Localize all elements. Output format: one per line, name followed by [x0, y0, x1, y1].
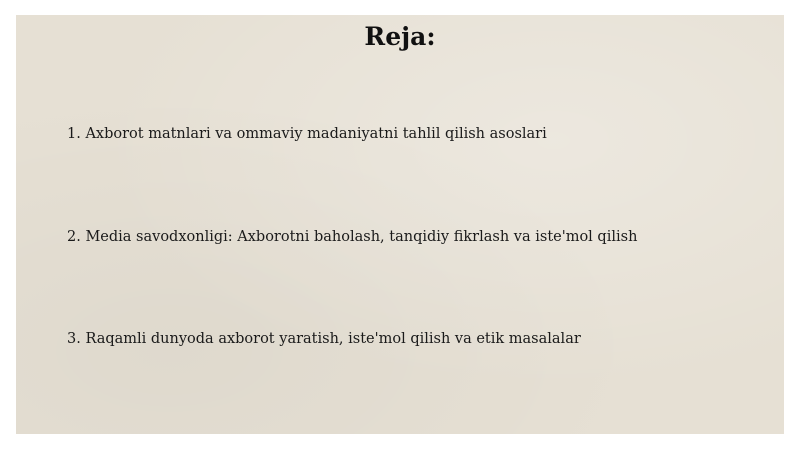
plan-item-2: 2. Media savodxonligi: Axborotni baholash, tanqidiy fikrlash va iste'mol qilish: [67, 229, 638, 245]
slide-title: Reja:: [364, 22, 436, 51]
plan-item-3: 3. Raqamli dunyoda axborot yaratish, iste'mol qilish va etik masalalar: [67, 331, 581, 347]
plan-item-1: 1. Axborot matnlari va ommaviy madaniyatni tahlil qilish asoslari: [67, 126, 547, 142]
slide: [16, 15, 784, 434]
